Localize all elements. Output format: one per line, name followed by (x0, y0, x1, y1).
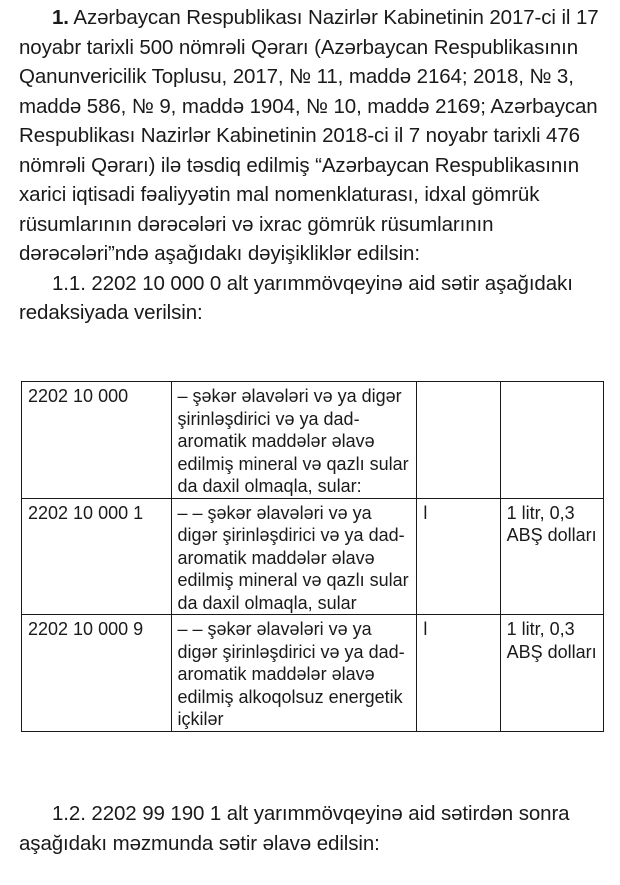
row-description: – – şəkər əlavələri və ya digər şirinləşdirici və ya dad-aromatik maddələr əlavə edilmiş alkoqolsuz energetik içkilər (171, 615, 417, 732)
table-row (22, 615, 604, 732)
paragraph-1-text: Azərbaycan Respublikası Nazirlər Kabinetinin 2017-ci il 17 noyabr tarixli 500 nömrəli Qərarı (Azərbaycan Respublikasının Qanunvericilik Toplusu, 2017, № 11, maddə 2164; 2018, № 3, maddə 586, № 9, maddə 1904, № 10, maddə 2169; Azərbaycan Respublikası Nazirlər Kabinetinin 2018-ci il 7 noyabr tarixli 476 nömrəli Qərarı) ilə təsdiq edilmiş “Azərbaycan Respublikasının xarici iqtisadi fəaliyyətin mal nomenklaturası, idxal gömrük rüsumlarının dərəcələri və ixrac gömrük rüsumlarının dərəcələri”ndə aşağıdakı dəyişikliklər edilsin: (19, 6, 599, 265)
row-description: – şəkər əlavələri və ya digər şirinləşdirici və ya dad-aromatik maddələr əlavə edilmiş mineral və qazlı sular da daxil olmaqla, sular: (171, 382, 417, 499)
row-rate: 1 litr, 0,3 ABŞ dolları (500, 615, 603, 732)
paragraph-1 (0, 0, 620, 269)
paragraph-1-2 (0, 799, 620, 858)
table-row (22, 498, 604, 615)
paragraph-1-number: 1. (52, 6, 69, 29)
row-rate: 1 litr, 0,3 ABŞ dolları (500, 498, 603, 615)
tariff-table (21, 381, 604, 732)
row-unit (417, 382, 500, 499)
row-unit: l (417, 615, 500, 732)
paragraph-1-1 (0, 269, 620, 328)
paragraph-1-1-text: 1.1. 2202 10 000 0 alt yarımmövqeyinə aid sətir aşağıdakı redaksiyada verilsin: (19, 271, 573, 324)
row-code: 2202 10 000 9 (22, 615, 172, 732)
table-row (22, 382, 604, 499)
row-code: 2202 10 000 (22, 382, 172, 499)
row-description: – – şəkər əlavələri və ya digər şirinləşdirici və ya dad-aromatik maddələr əlavə edilmiş mineral və qazlı sular da daxil olmaqla, sular (171, 498, 417, 615)
closing-section (0, 799, 620, 858)
row-rate (500, 382, 603, 499)
row-unit: l (417, 498, 500, 615)
intro-section (0, 0, 620, 328)
paragraph-1-2-text: 1.2. 2202 99 190 1 alt yarımmövqeyinə aid sətirdən sonra aşağıdakı məzmunda sətir əlavə edilsin: (19, 802, 570, 855)
row-code: 2202 10 000 1 (22, 498, 172, 615)
